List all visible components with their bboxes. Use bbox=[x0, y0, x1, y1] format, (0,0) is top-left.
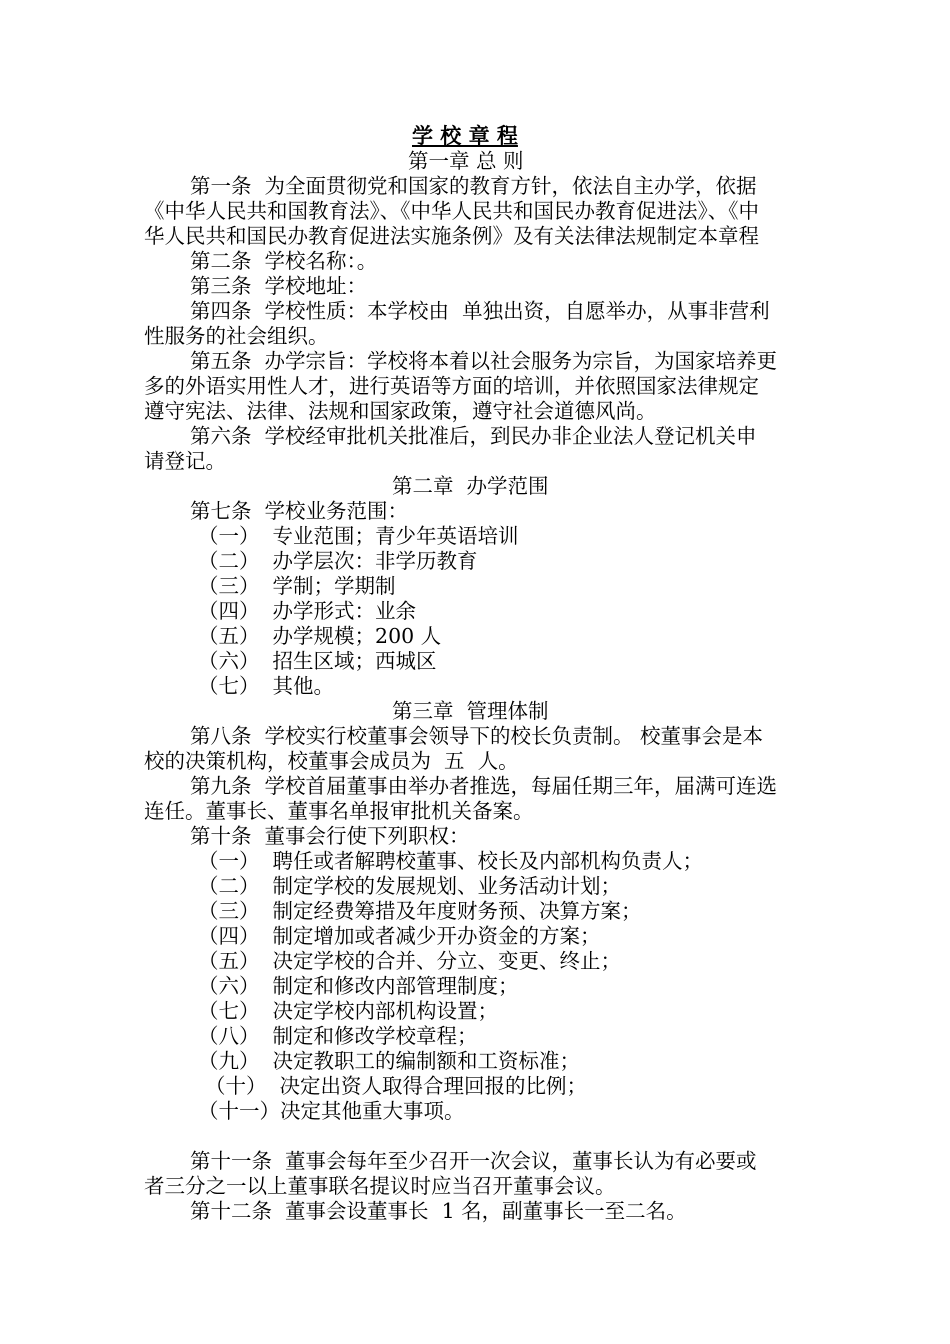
article-text: 第十一条 董事会每年至少召开一次会议，董事长认为有必要或 bbox=[190, 1149, 757, 1173]
list-item: （七） 其他。 bbox=[198, 674, 335, 698]
article-text: 多的外语实用性人才，进行英语等方面的培训，并依照国家法律规定 bbox=[144, 374, 759, 398]
article-text: 性服务的社会组织。 bbox=[144, 324, 329, 348]
list-item: （十一）决定其他重大事项。 bbox=[198, 1099, 465, 1123]
article-text: 请登记。 bbox=[144, 449, 226, 473]
article-text: 第六条 学校经审批机关批准后，到民办非企业法人登记机关申 bbox=[190, 424, 757, 448]
article-text: 连任。董事长、董事名单报审批机关备案。 bbox=[144, 799, 534, 823]
list-item: （四） 办学形式：业余 bbox=[198, 599, 417, 623]
list-item: （三） 制定经费筹措及年度财务预、决算方案； bbox=[198, 899, 642, 923]
list-item: （八） 制定和修改学校章程； bbox=[198, 1024, 478, 1048]
list-item: （二） 制定学校的发展规划、业务活动计划； bbox=[198, 874, 622, 898]
list-item: （六） 招生区域；西城区 bbox=[198, 649, 437, 673]
list-item: （五） 决定学校的合并、分立、变更、终止； bbox=[198, 949, 622, 973]
list-item: （三） 学制；学期制 bbox=[198, 574, 396, 598]
list-item: （六） 制定和修改内部管理制度； bbox=[198, 974, 519, 998]
list-item: （四） 制定增加或者减少开办资金的方案； bbox=[198, 924, 601, 948]
list-item: （五） 办学规模；200 人 bbox=[198, 624, 442, 648]
article-text: 第十条 董事会行使下列职权： bbox=[190, 824, 470, 848]
article-text: 者三分之一以上董事联名提议时应当召开董事会议。 bbox=[144, 1174, 616, 1198]
article-text: 第五条 办学宗旨：学校将本着以社会服务为宗旨，为国家培养更 bbox=[190, 349, 778, 373]
article-text: 第八条 学校实行校董事会领导下的校长负责制。 校董事会是本 bbox=[190, 724, 764, 748]
article-text: 第一条 为全面贯彻党和国家的教育方针，依法自主办学，依据 bbox=[190, 174, 757, 198]
article-text: 第十二条 董事会设董事长 1 名，副董事长一至二名。 bbox=[190, 1199, 687, 1223]
article-text: 第二条 学校名称：。 bbox=[190, 249, 378, 273]
list-item: （二） 办学层次：非学历教育 bbox=[198, 549, 478, 573]
document-title: 学 校 章 程 bbox=[412, 123, 518, 148]
list-item: （一） 专业范围；青少年英语培训 bbox=[198, 524, 519, 548]
chapter-heading: 第一章 总 则 bbox=[408, 149, 524, 173]
article-text: 第七条 学校业务范围： bbox=[190, 499, 409, 523]
article-text: 校的决策机构，校董事会成员为 五 人。 bbox=[144, 749, 519, 773]
list-item: （九） 决定教职工的编制额和工资标准； bbox=[198, 1049, 581, 1073]
article-text: 第三条 学校地址： bbox=[190, 274, 368, 298]
article-text: 第九条 学校首届董事由举办者推选，每届任期三年，届满可连选 bbox=[190, 774, 778, 798]
article-text: 《中华人民共和国教育法》、《中华人民共和国民办教育促进法》、《中 bbox=[144, 199, 759, 223]
list-item: （十） 决定出资人取得合理回报的比例； bbox=[205, 1074, 588, 1098]
article-text: 华人民共和国民办教育促进法实施条例》及有关法律法规制定本章程 bbox=[144, 224, 759, 248]
list-item: （七） 决定学校内部机构设置； bbox=[198, 999, 499, 1023]
article-text: 遵守宪法、法律、法规和国家政策，遵守社会道德风尚。 bbox=[144, 399, 657, 423]
chapter-heading: 第三章 管理体制 bbox=[392, 699, 549, 723]
list-item: （一） 聘任或者解聘校董事、校长及内部机构负责人； bbox=[198, 849, 704, 873]
chapter-heading: 第二章 办学范围 bbox=[392, 474, 549, 498]
article-text: 第四条 学校性质：本学校由 单独出资，自愿举办，从事非营利 bbox=[190, 299, 770, 323]
